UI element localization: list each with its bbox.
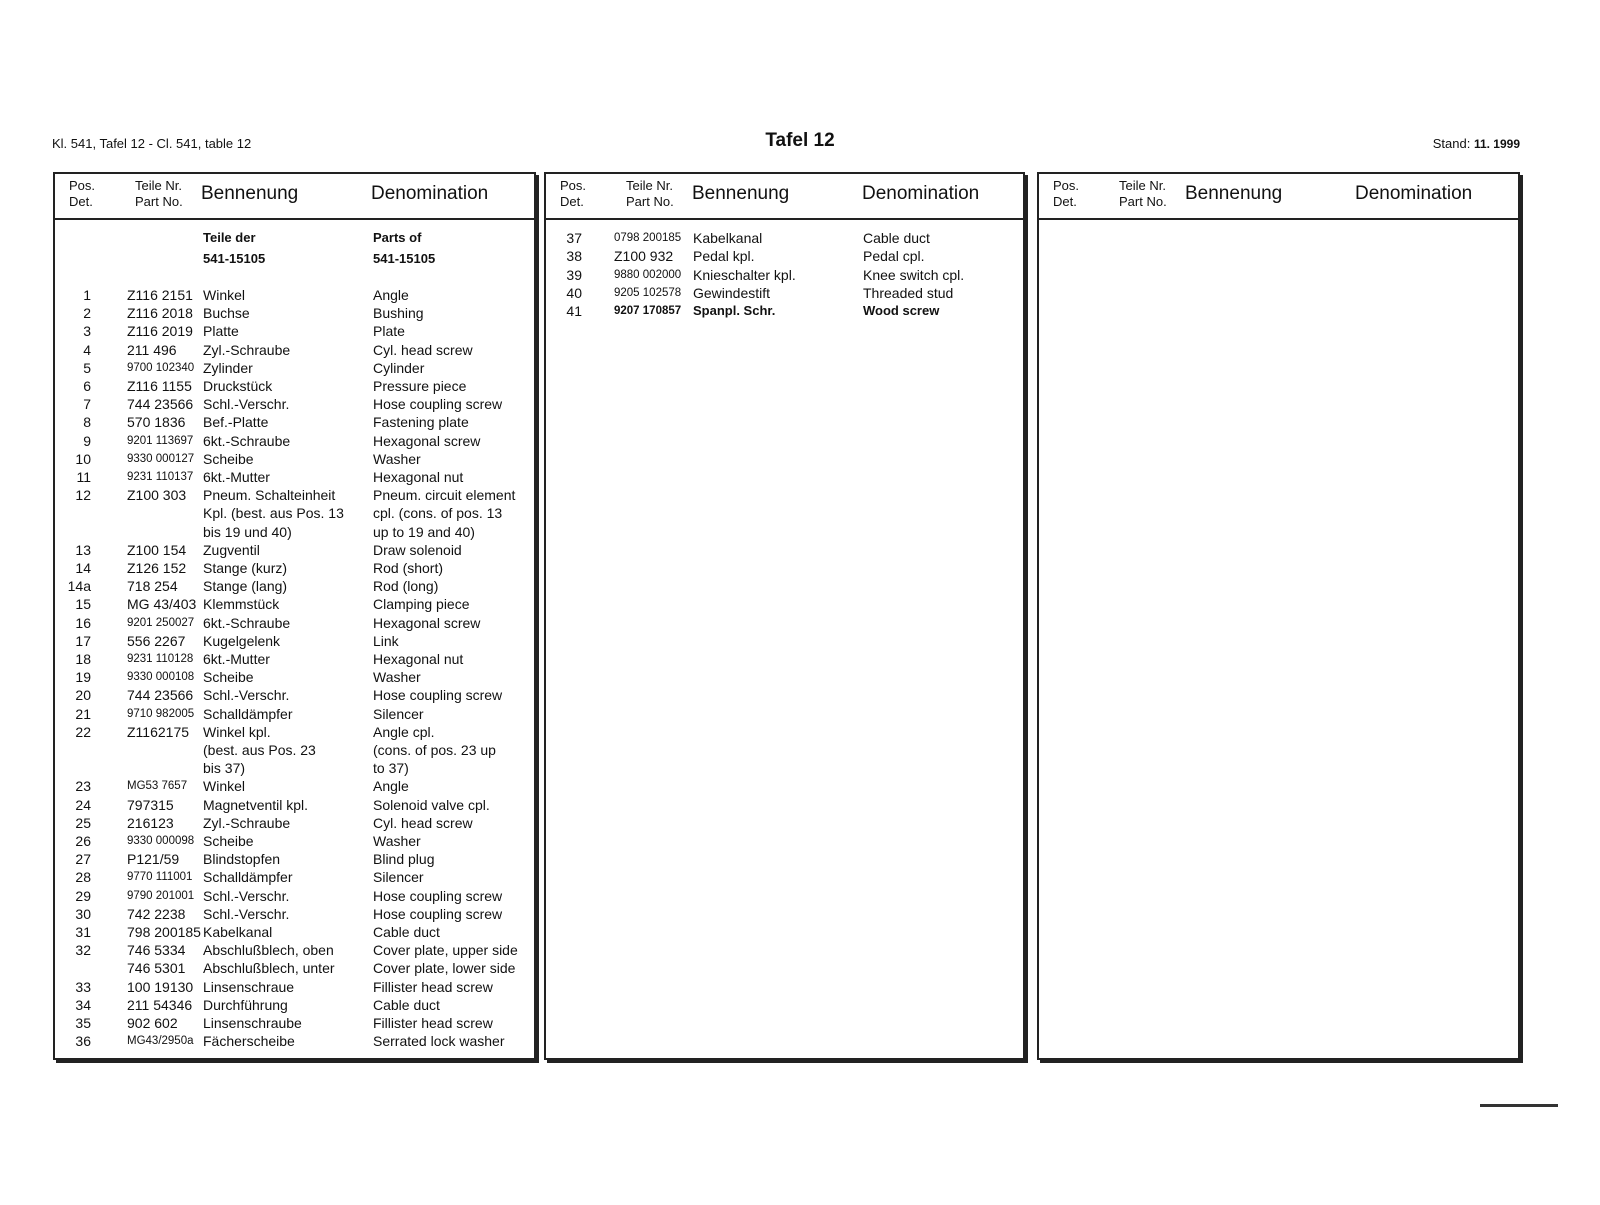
part-number-cell: 570 1836 xyxy=(127,414,186,431)
table-row xyxy=(55,777,534,795)
section-de-label: Teile der xyxy=(203,230,256,245)
part-number-cell: 9770 111001 xyxy=(127,871,193,884)
pos-cell: 11 xyxy=(76,469,91,485)
document-header-right xyxy=(1433,136,1520,151)
pos-cell: 1 xyxy=(83,287,91,303)
table-row xyxy=(55,996,534,1014)
german-name-cell: Durchführung xyxy=(203,996,288,1013)
english-name-cell: Angle cpl. xyxy=(373,723,435,740)
english-name-cell: Fillister head screw xyxy=(373,1015,493,1031)
col-part-header: Teile Nr. Part No. xyxy=(135,178,183,209)
table-row xyxy=(55,359,534,377)
table-row xyxy=(55,614,534,632)
table-row xyxy=(55,504,534,522)
table-row xyxy=(55,978,534,996)
table-row xyxy=(55,686,534,704)
german-name-cell: Winkel xyxy=(203,287,246,303)
part-number-cell: 9201 113697 xyxy=(127,434,194,447)
pos-cell: 34 xyxy=(75,996,91,1013)
german-name-cell: 6kt.-Schraube xyxy=(203,614,291,631)
table-row xyxy=(546,284,1023,302)
german-name-cell: Zylinder xyxy=(203,359,253,376)
english-name-cell: Blind plug xyxy=(373,851,435,868)
table-row xyxy=(55,814,534,832)
table-row xyxy=(546,302,1023,320)
english-name-cell: Wood screw xyxy=(863,303,940,319)
pos-cell: 31 xyxy=(75,924,91,940)
english-name-cell: Hose coupling screw xyxy=(373,887,503,904)
pos-cell: 30 xyxy=(75,905,91,922)
part-number-cell: 211 496 xyxy=(127,341,177,358)
english-name-cell: Cover plate, lower side xyxy=(373,960,516,977)
german-name-cell: 6kt.-Schraube xyxy=(203,432,291,449)
german-name-cell: Stange (lang) xyxy=(203,578,288,595)
pos-cell: 16 xyxy=(75,614,91,631)
english-name-cell: Hose coupling screw xyxy=(373,905,503,922)
part-number-cell: Z126 152 xyxy=(127,560,187,576)
german-name-cell: Gewindestift xyxy=(693,284,771,301)
german-name-cell: Kugelgelenk xyxy=(203,632,281,649)
stand-date: 11. 1999 xyxy=(1473,137,1520,151)
table-row xyxy=(55,541,534,559)
part-number-cell: 746 5334 xyxy=(127,942,186,959)
pos-cell: 3 xyxy=(83,323,91,340)
german-name-cell: Pedal kpl. xyxy=(693,248,755,265)
german-name-cell: Zyl.-Schraube xyxy=(203,341,291,358)
scan-mark xyxy=(1480,1104,1558,1107)
page-title: Tafel 12 xyxy=(765,130,835,151)
english-name-cell: (cons. of pos. 23 up xyxy=(373,742,496,758)
english-name-cell: Pedal cpl. xyxy=(863,248,925,265)
pos-cell: 2 xyxy=(83,305,91,322)
table-row xyxy=(55,595,534,613)
german-name-cell: Stange (kurz) xyxy=(203,560,288,576)
pos-cell: 35 xyxy=(75,1015,91,1031)
table-row xyxy=(546,266,1023,284)
german-name-cell: Scheibe xyxy=(203,833,254,849)
english-name-cell: Cover plate, upper side xyxy=(373,942,518,959)
col-denomination-header: Denomination xyxy=(371,183,489,204)
english-name-cell: Serrated lock washer xyxy=(373,1033,505,1050)
part-number-cell: 9330 000108 xyxy=(127,671,195,684)
pos-cell: 12 xyxy=(75,487,91,504)
pos-cell: 27 xyxy=(75,851,91,868)
table-row xyxy=(55,632,534,650)
table-row xyxy=(55,304,534,322)
german-name-cell: 6kt.-Mutter xyxy=(203,651,270,667)
english-name-cell: up to 19 and 40) xyxy=(373,523,475,540)
part-number-cell: 9330 000098 xyxy=(127,835,195,847)
english-name-cell: Bushing xyxy=(373,305,424,322)
german-name-cell: Pneum. Schalteinheit xyxy=(203,487,336,504)
part-number-cell: 556 2267 xyxy=(127,632,186,649)
german-name-cell: Kabelkanal xyxy=(203,924,273,940)
pos-cell: 36 xyxy=(75,1033,91,1050)
german-name-cell: Abschlußblech, unter xyxy=(203,960,335,977)
table-row xyxy=(55,959,534,977)
part-number-cell: Z116 2018 xyxy=(127,305,193,322)
german-name-cell: Winkel kpl. xyxy=(203,723,271,740)
col-pos-header: Pos. Det. xyxy=(1053,178,1080,209)
english-name-cell: cpl. (cons. of pos. 13 xyxy=(373,505,503,522)
section-de-number: 541-15105 xyxy=(203,251,266,266)
pos-cell: 13 xyxy=(75,541,91,558)
pos-cell: 17 xyxy=(75,632,91,649)
pos-cell: 6 xyxy=(83,378,91,394)
part-number-cell: 9330 000127 xyxy=(127,452,195,465)
german-name-cell: Bef.-Platte xyxy=(203,414,269,431)
german-name-cell: bis 37) xyxy=(203,760,246,777)
section-title-row xyxy=(55,229,534,247)
table-row xyxy=(55,887,534,905)
pos-cell: 9 xyxy=(83,432,91,449)
col-pos-header: Pos. Det. xyxy=(560,178,587,209)
german-name-cell: 6kt.-Mutter xyxy=(203,469,270,485)
pos-cell: 7 xyxy=(83,396,91,413)
german-name-cell: Scheibe xyxy=(203,450,254,467)
table-row xyxy=(55,523,534,541)
part-number-cell: 797315 xyxy=(127,796,174,813)
col-part-header: Teile Nr. Part No. xyxy=(626,178,674,209)
pos-cell: 14 xyxy=(75,560,91,576)
part-number-cell: 9205 102578 xyxy=(614,286,682,299)
pos-cell: 26 xyxy=(75,833,91,849)
pos-cell: 15 xyxy=(75,596,91,613)
english-name-cell: Pressure piece xyxy=(373,378,467,394)
table-row xyxy=(55,432,534,450)
english-name-cell: Cable duct xyxy=(373,924,440,940)
part-number-cell: 746 5301 xyxy=(127,960,186,977)
part-number-cell: Z100 154 xyxy=(127,541,187,558)
pos-cell: 14a xyxy=(67,578,91,595)
english-name-cell: Link xyxy=(373,632,399,649)
table-header xyxy=(1039,174,1518,220)
english-name-cell: Cyl. head screw xyxy=(373,814,473,831)
german-name-cell: bis 19 und 40) xyxy=(203,523,292,540)
pos-cell: 4 xyxy=(83,341,91,358)
table-row xyxy=(55,577,534,595)
table-row xyxy=(55,377,534,395)
part-number-cell: 9231 110137 xyxy=(127,471,194,483)
german-name-cell: (best. aus Pos. 23 xyxy=(203,742,316,758)
german-name-cell: Schl.-Verschr. xyxy=(203,887,290,904)
english-name-cell: Cyl. head screw xyxy=(373,341,473,358)
pos-cell: 37 xyxy=(566,230,582,246)
document-header-left: Kl. 541, Tafel 12 - Cl. 541, table 12 xyxy=(52,136,252,151)
part-number-cell: Z116 2151 xyxy=(127,287,193,303)
english-name-cell: Rod (short) xyxy=(373,560,444,576)
english-name-cell: Cylinder xyxy=(373,359,425,376)
german-name-cell: Platte xyxy=(203,323,239,340)
table-row xyxy=(546,229,1023,247)
col-part-header: Teile Nr. Part No. xyxy=(1119,178,1167,209)
english-name-cell: Fastening plate xyxy=(373,414,469,431)
table-row xyxy=(55,923,534,941)
col-denomination-header: Denomination xyxy=(862,183,980,204)
table-row xyxy=(55,850,534,868)
table-row xyxy=(55,322,534,340)
part-number-cell: 9700 102340 xyxy=(127,361,195,374)
part-number-cell: 902 602 xyxy=(127,1015,178,1031)
pos-cell: 39 xyxy=(566,266,582,283)
pos-cell: 38 xyxy=(566,248,582,265)
german-name-cell: Linsenschraue xyxy=(203,978,295,995)
pos-cell: 29 xyxy=(75,887,91,904)
pos-cell: 19 xyxy=(75,669,91,686)
german-name-cell: Spanpl. Schr. xyxy=(693,303,776,319)
table-row xyxy=(55,741,534,759)
english-name-cell: Angle xyxy=(373,778,409,795)
german-name-cell: Schalldämpfer xyxy=(203,869,293,886)
german-name-cell: Zugventil xyxy=(203,541,260,558)
section-en-label: Parts of xyxy=(373,230,422,245)
german-name-cell: Buchse xyxy=(203,305,250,322)
pos-cell: 5 xyxy=(83,359,91,376)
part-number-cell: Z100 303 xyxy=(127,487,187,504)
english-name-cell: Angle xyxy=(373,287,409,303)
table-row xyxy=(55,468,534,486)
stand-label: Stand: xyxy=(1432,136,1471,151)
pos-cell: 10 xyxy=(75,450,91,467)
part-number-cell: 718 254 xyxy=(127,578,178,595)
table-row xyxy=(55,796,534,814)
english-name-cell: Washer xyxy=(373,669,421,686)
table-row xyxy=(55,1032,534,1050)
german-name-cell: Druckstück xyxy=(203,378,273,394)
pos-cell: 25 xyxy=(75,814,91,831)
english-name-cell: Clamping piece xyxy=(373,596,470,613)
english-name-cell: Silencer xyxy=(373,869,424,886)
part-number-cell: 9207 170857 xyxy=(614,305,682,318)
col-bennenung-header: Bennenung xyxy=(692,183,790,204)
table-row xyxy=(55,413,534,431)
english-name-cell: Hexagonal nut xyxy=(373,469,464,485)
english-name-cell: Hose coupling screw xyxy=(373,396,503,413)
german-name-cell: Winkel xyxy=(203,778,246,795)
english-name-cell: to 37) xyxy=(373,760,409,777)
german-name-cell: Schalldämpfer xyxy=(203,705,293,722)
english-name-cell: Pneum. circuit element xyxy=(373,487,516,504)
german-name-cell: Blindstopfen xyxy=(203,851,281,868)
table-row xyxy=(55,395,534,413)
part-number-cell: 9790 201001 xyxy=(127,889,195,902)
table-row xyxy=(55,941,534,959)
english-name-cell: Plate xyxy=(373,323,405,340)
table-row xyxy=(55,832,534,850)
pos-cell: 32 xyxy=(75,942,91,959)
german-name-cell: Kabelkanal xyxy=(693,230,763,246)
table-row xyxy=(55,486,534,504)
english-name-cell: Cable duct xyxy=(863,230,930,246)
table-row xyxy=(55,723,534,741)
german-name-cell: Zyl.-Schraube xyxy=(203,814,291,831)
part-number-cell: 798 200185 xyxy=(127,924,201,940)
english-name-cell: Washer xyxy=(373,833,421,849)
section-en-number: 541-15105 xyxy=(373,251,436,266)
english-name-cell: Knee switch cpl. xyxy=(863,266,965,283)
table-row xyxy=(55,559,534,577)
english-name-cell: Cable duct xyxy=(373,996,440,1013)
part-number-cell: 9231 110128 xyxy=(127,653,194,665)
table-row xyxy=(55,705,534,723)
english-name-cell: Fillister head screw xyxy=(373,978,493,995)
part-number-cell: MG53 7657 xyxy=(127,780,188,793)
part-number-cell: 742 2238 xyxy=(127,905,186,922)
english-name-cell: Hose coupling screw xyxy=(373,687,503,704)
pos-cell: 23 xyxy=(75,778,91,795)
part-number-cell: 9880 002000 xyxy=(614,268,682,281)
part-number-cell: 211 54346 xyxy=(127,996,193,1013)
table-header xyxy=(55,174,534,220)
pos-cell: 33 xyxy=(75,978,91,995)
table-row xyxy=(55,759,534,777)
english-name-cell: Hexagonal screw xyxy=(373,432,481,449)
part-number-cell: 9710 982005 xyxy=(127,707,195,720)
german-name-cell: Knieschalter kpl. xyxy=(693,266,796,283)
part-number-cell: Z100 932 xyxy=(614,248,674,265)
pos-cell: 24 xyxy=(75,796,91,813)
parts-table-panel-1 xyxy=(53,172,536,1060)
pos-cell: 18 xyxy=(75,651,91,667)
part-number-cell: 744 23566 xyxy=(127,396,194,413)
table-row xyxy=(55,868,534,886)
parts-table-panel-2 xyxy=(544,172,1025,1060)
english-name-cell: Rod (long) xyxy=(373,578,439,595)
english-name-cell: Washer xyxy=(373,450,421,467)
part-number-cell: Z116 1155 xyxy=(127,378,192,394)
table-row xyxy=(55,1014,534,1032)
pos-cell: 28 xyxy=(75,869,91,886)
table-row xyxy=(55,450,534,468)
part-number-cell: MG 43/403 xyxy=(127,596,197,613)
table-header xyxy=(546,174,1023,220)
pos-cell: 20 xyxy=(75,687,91,704)
english-name-cell: Draw solenoid xyxy=(373,541,462,558)
english-name-cell: Solenoid valve cpl. xyxy=(373,796,490,813)
col-pos-header: Pos. Det. xyxy=(69,178,96,209)
german-name-cell: Fächerscheibe xyxy=(203,1033,295,1050)
part-number-cell: 100 19130 xyxy=(127,978,194,995)
part-number-cell: Z116 2019 xyxy=(127,323,193,340)
german-name-cell: Kpl. (best. aus Pos. 13 xyxy=(203,505,344,522)
english-name-cell: Silencer xyxy=(373,705,424,722)
table-row xyxy=(546,247,1023,265)
table-row xyxy=(55,286,534,304)
german-name-cell: Schl.-Verschr. xyxy=(203,687,290,704)
col-denomination-header: Denomination xyxy=(1355,183,1473,204)
german-name-cell: Schl.-Verschr. xyxy=(203,905,290,922)
part-number-cell: P121/59 xyxy=(127,851,180,868)
pos-cell: 21 xyxy=(75,705,91,722)
english-name-cell: Hexagonal screw xyxy=(373,614,481,631)
part-number-cell: 216123 xyxy=(127,814,174,831)
part-number-cell: MG43/2950a xyxy=(127,1035,194,1048)
german-name-cell: Scheibe xyxy=(203,669,254,686)
table-row xyxy=(55,668,534,686)
german-name-cell: Magnetventil kpl. xyxy=(203,796,309,813)
part-number-cell: 744 23566 xyxy=(127,687,194,704)
pos-cell: 22 xyxy=(75,723,91,740)
table-row xyxy=(55,650,534,668)
german-name-cell: Klemmstück xyxy=(203,596,280,613)
part-number-cell: 9201 250027 xyxy=(127,616,195,629)
german-name-cell: Linsenschraube xyxy=(203,1015,302,1031)
part-number-cell: Z1162175 xyxy=(127,723,190,740)
table-row xyxy=(55,905,534,923)
section-number-row xyxy=(55,250,534,268)
table-row xyxy=(55,341,534,359)
english-name-cell: Hexagonal nut xyxy=(373,651,464,667)
col-bennenung-header: Bennenung xyxy=(201,183,299,204)
parts-table-panel-3 xyxy=(1037,172,1520,1060)
col-bennenung-header: Bennenung xyxy=(1185,183,1283,204)
german-name-cell: Abschlußblech, oben xyxy=(203,942,334,959)
part-number-cell: 0798 200185 xyxy=(614,232,682,244)
pos-cell: 8 xyxy=(83,414,91,431)
german-name-cell: Schl.-Verschr. xyxy=(203,396,290,413)
pos-cell: 41 xyxy=(566,303,582,320)
english-name-cell: Threaded stud xyxy=(863,284,954,301)
pos-cell: 40 xyxy=(566,284,582,301)
